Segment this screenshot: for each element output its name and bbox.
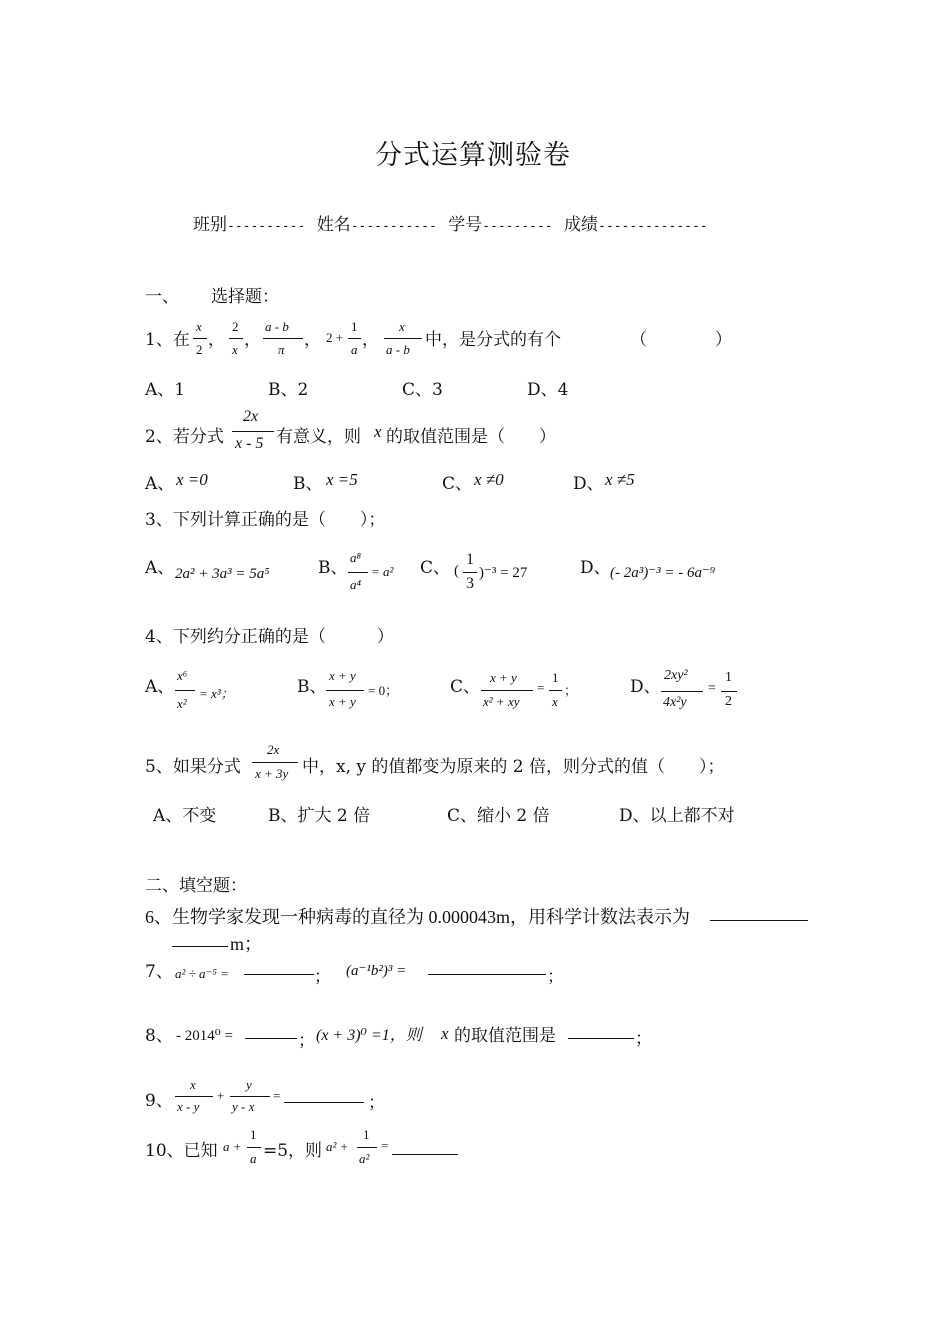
q9-frac2-den: y - x	[232, 1099, 255, 1114]
q10-frac1-num: 1	[250, 1127, 257, 1142]
q1-frac4-num: 1	[351, 319, 358, 334]
q1-frac3-den: π	[278, 342, 285, 357]
q4-option-d-eq: =	[708, 681, 716, 696]
q3-option-b-bar	[348, 572, 368, 573]
q2-option-d-value: x ≠5	[605, 470, 635, 489]
q3-option-d-expr: (- 2a³)⁻³ = - 6a⁻⁹	[610, 565, 716, 581]
q8-answer-blank-2[interactable]	[568, 1038, 634, 1039]
q1-frac5-den: a - b	[386, 342, 410, 357]
q1-prefix: 1、在	[145, 330, 190, 350]
q6-unit: m；	[230, 934, 263, 954]
q1-frac5-num: x	[399, 319, 405, 334]
q2-prefix: 2、若分式	[145, 427, 224, 447]
q4-option-a-rhs: = x³；	[199, 686, 234, 701]
q4-option-a-den: x²	[177, 696, 187, 711]
q4-option-b: B、	[297, 677, 327, 697]
q10-answer-blank[interactable]	[392, 1154, 458, 1155]
q4-option-c: C、	[450, 677, 481, 697]
q4-option-b-rhs: = 0；	[368, 683, 399, 698]
q4-option-d: D、	[630, 677, 661, 697]
q10-a-plus: a +	[223, 1139, 242, 1154]
q7-number: 7、	[145, 962, 173, 982]
q1-comma1: ，	[208, 330, 225, 350]
q4-option-a: A、	[145, 677, 175, 697]
score-dash: --------------	[598, 219, 708, 234]
section-2-label: 二、填空题：	[145, 876, 247, 896]
page-title: 分式运算测验卷	[375, 140, 571, 171]
score-label: 成绩	[564, 215, 599, 235]
q8-separator: ；	[298, 1031, 315, 1051]
q8-expr1: - 2014⁰ =	[176, 1028, 233, 1044]
q5-prefix: 5、如果分式	[145, 757, 241, 777]
q3-option-c-num: 1	[466, 551, 474, 568]
q1-frac1-bar	[193, 338, 207, 339]
q1-frac2-bar	[229, 338, 243, 339]
q4-option-d-num: 2xy²	[664, 668, 688, 683]
q10-frac2-den: a²	[359, 1151, 370, 1166]
q2-frac-den: x - 5	[235, 435, 264, 452]
q2-suffix: 的取值范围是（ ）	[386, 427, 556, 447]
q4-option-c-bar	[481, 690, 533, 691]
q2-option-a-value: x =0	[176, 470, 208, 489]
q1-comma4: ，	[362, 330, 379, 350]
q2-option-c-value: x ≠0	[474, 470, 504, 489]
q5-frac-num: 2x	[267, 742, 280, 757]
q1-frac5-bar	[384, 338, 422, 339]
q8-end: ；	[635, 1029, 652, 1049]
q1-option-d: D、4	[527, 380, 569, 400]
q5-option-d: D、以上都不对	[619, 806, 735, 826]
q9-number: 9、	[145, 1091, 173, 1111]
q1-answer-paren: （ ）	[630, 330, 732, 350]
name-label: 姓名	[316, 215, 351, 235]
q4-option-d-rhs-num: 1	[725, 670, 732, 685]
q9-plus: +	[217, 1088, 225, 1103]
q7-expr1: a² ÷ a⁻⁵ =	[175, 966, 229, 981]
q9-frac1-den: x - y	[177, 1099, 200, 1114]
q8-expr2: (x + 3)⁰ =1，则	[316, 1027, 422, 1044]
q9-frac2-num: y	[246, 1077, 252, 1092]
q2-frac-bar	[232, 431, 274, 432]
q10-a2-plus: a² +	[326, 1139, 349, 1154]
q2-option-b-value: x =5	[326, 470, 358, 489]
q5-suffix: 中，x, y 的值都变为原来的 2 倍，则分式的值（ ）；	[302, 757, 725, 777]
q1-frac1-den: 2	[196, 342, 203, 357]
q10-frac2-bar	[357, 1147, 377, 1148]
class-dash: ----------	[227, 219, 306, 234]
q4-option-d-bar	[661, 691, 703, 692]
q4-option-d-rhs-den: 2	[725, 694, 732, 709]
q8-number: 8、	[145, 1026, 173, 1046]
q2-option-c: C、	[442, 474, 473, 494]
q10-frac1-bar	[247, 1147, 261, 1148]
q2-mid: 有意义，则	[276, 427, 361, 447]
q4-option-c-semicolon: ；	[564, 683, 578, 698]
q9-answer-blank[interactable]	[284, 1102, 364, 1103]
q1-two-plus: 2 +	[326, 330, 344, 345]
q4-option-a-bar	[175, 690, 195, 691]
q4-option-b-bar	[326, 690, 364, 691]
q2-frac-num: 2x	[243, 408, 259, 425]
q10-frac2-num: 1	[363, 1127, 370, 1142]
q4-option-c-rhs-den: x	[552, 694, 558, 709]
id-dash: ---------	[482, 219, 553, 234]
q10-eq1: =5，则	[263, 1141, 323, 1161]
q3-option-c: C、	[420, 558, 451, 578]
q7-end: ；	[547, 967, 564, 987]
q3-text: 3、下列计算正确的是（ ）；	[145, 510, 386, 530]
q8-answer-blank-1[interactable]	[245, 1038, 297, 1039]
q2-option-d: D、	[573, 474, 604, 494]
q4-option-b-num: x + y	[329, 668, 356, 683]
q3-option-b: B、	[318, 558, 348, 578]
q6-answer-blank-2[interactable]	[172, 946, 228, 947]
q2-option-a: A、	[145, 474, 175, 494]
q1-frac1-num: x	[196, 319, 202, 334]
q10-frac1-den: a	[250, 1151, 257, 1166]
q4-option-c-rhs-num: 1	[552, 670, 559, 685]
q4-option-c-rhs-bar	[549, 690, 562, 691]
q1-suffix: 中，是分式的有个	[425, 330, 561, 350]
q5-frac-bar	[252, 762, 298, 763]
q8-var: x	[441, 1024, 449, 1043]
q9-end: ；	[368, 1093, 385, 1113]
q3-option-b-num: a⁸	[350, 550, 362, 565]
q3-option-d: D、	[580, 558, 611, 578]
q1-option-a: A、1	[145, 380, 186, 400]
q3-option-b-den: a⁴	[350, 577, 362, 592]
id-label: 学号	[448, 215, 483, 235]
q3-option-b-rhs: = a²	[371, 564, 394, 579]
q5-frac-den: x + 3y	[255, 766, 289, 781]
q1-frac4-bar	[348, 338, 361, 339]
q4-option-d-rhs-bar	[721, 691, 737, 692]
q6-answer-blank-1[interactable]	[710, 920, 808, 921]
q5-option-b: B、扩大 2 倍	[268, 806, 371, 826]
q10-eq2: =	[381, 1138, 389, 1153]
q1-option-b: B、2	[268, 380, 309, 400]
q4-option-b-den: x + y	[329, 694, 356, 709]
q1-frac2-den: x	[232, 342, 238, 357]
q10-prefix: 10、已知	[145, 1141, 218, 1161]
q4-option-c-den: x² + xy	[483, 694, 520, 709]
q4-option-c-eq: =	[537, 680, 545, 695]
q1-comma3: ，	[304, 330, 321, 350]
q3-option-a-expr: 2a² + 3a³ = 5a⁵	[175, 566, 270, 582]
q3-option-c-rhs: )⁻³ = 27	[479, 565, 528, 581]
section-1-label: 选择题：	[211, 287, 279, 307]
q7-answer-blank-2[interactable]	[428, 974, 546, 975]
q9-eq: =	[273, 1088, 281, 1103]
q8-mid: 的取值范围是	[454, 1026, 556, 1046]
class-label: 班别	[193, 215, 227, 235]
q4-option-a-num: x⁶	[177, 668, 188, 683]
q1-option-c: C、3	[402, 380, 443, 400]
q9-frac1-num: x	[190, 1077, 196, 1092]
header-info	[193, 210, 708, 235]
q2-option-b: B、	[293, 474, 323, 494]
q1-frac4-den: a	[351, 342, 358, 357]
q1-frac3-num: a - b	[265, 319, 289, 334]
q9-frac1-bar	[175, 1096, 213, 1097]
q2-var: x	[374, 422, 382, 441]
q4-option-c-num: x + y	[490, 670, 517, 685]
q7-separator: ；	[314, 967, 331, 987]
q1-frac3-bar	[263, 338, 303, 339]
q4-option-d-den: 4x²y	[663, 695, 687, 710]
q1-comma2: ，	[244, 330, 261, 350]
section-1-number: 一、	[145, 287, 179, 307]
q1-frac2-num: 2	[232, 319, 239, 334]
q6-text: 6、生物学家发现一种病毒的直径为 0.000043m，用科学计数法表示为	[145, 907, 690, 927]
q4-text: 4、下列约分正确的是（ ）	[145, 627, 394, 647]
q3-option-c-bar	[463, 572, 477, 573]
q3-option-a: A、	[145, 558, 175, 578]
q7-expr2: (a⁻¹b²)³ =	[346, 963, 407, 979]
q5-option-c: C、缩小 2 倍	[447, 806, 550, 826]
q5-option-a: A、不变	[153, 806, 217, 826]
q3-option-c-lparen: (	[454, 563, 459, 579]
q3-option-c-den: 3	[466, 575, 474, 592]
q7-answer-blank-1[interactable]	[244, 974, 314, 975]
q9-frac2-bar	[230, 1096, 270, 1097]
name-dash: -----------	[350, 219, 437, 234]
